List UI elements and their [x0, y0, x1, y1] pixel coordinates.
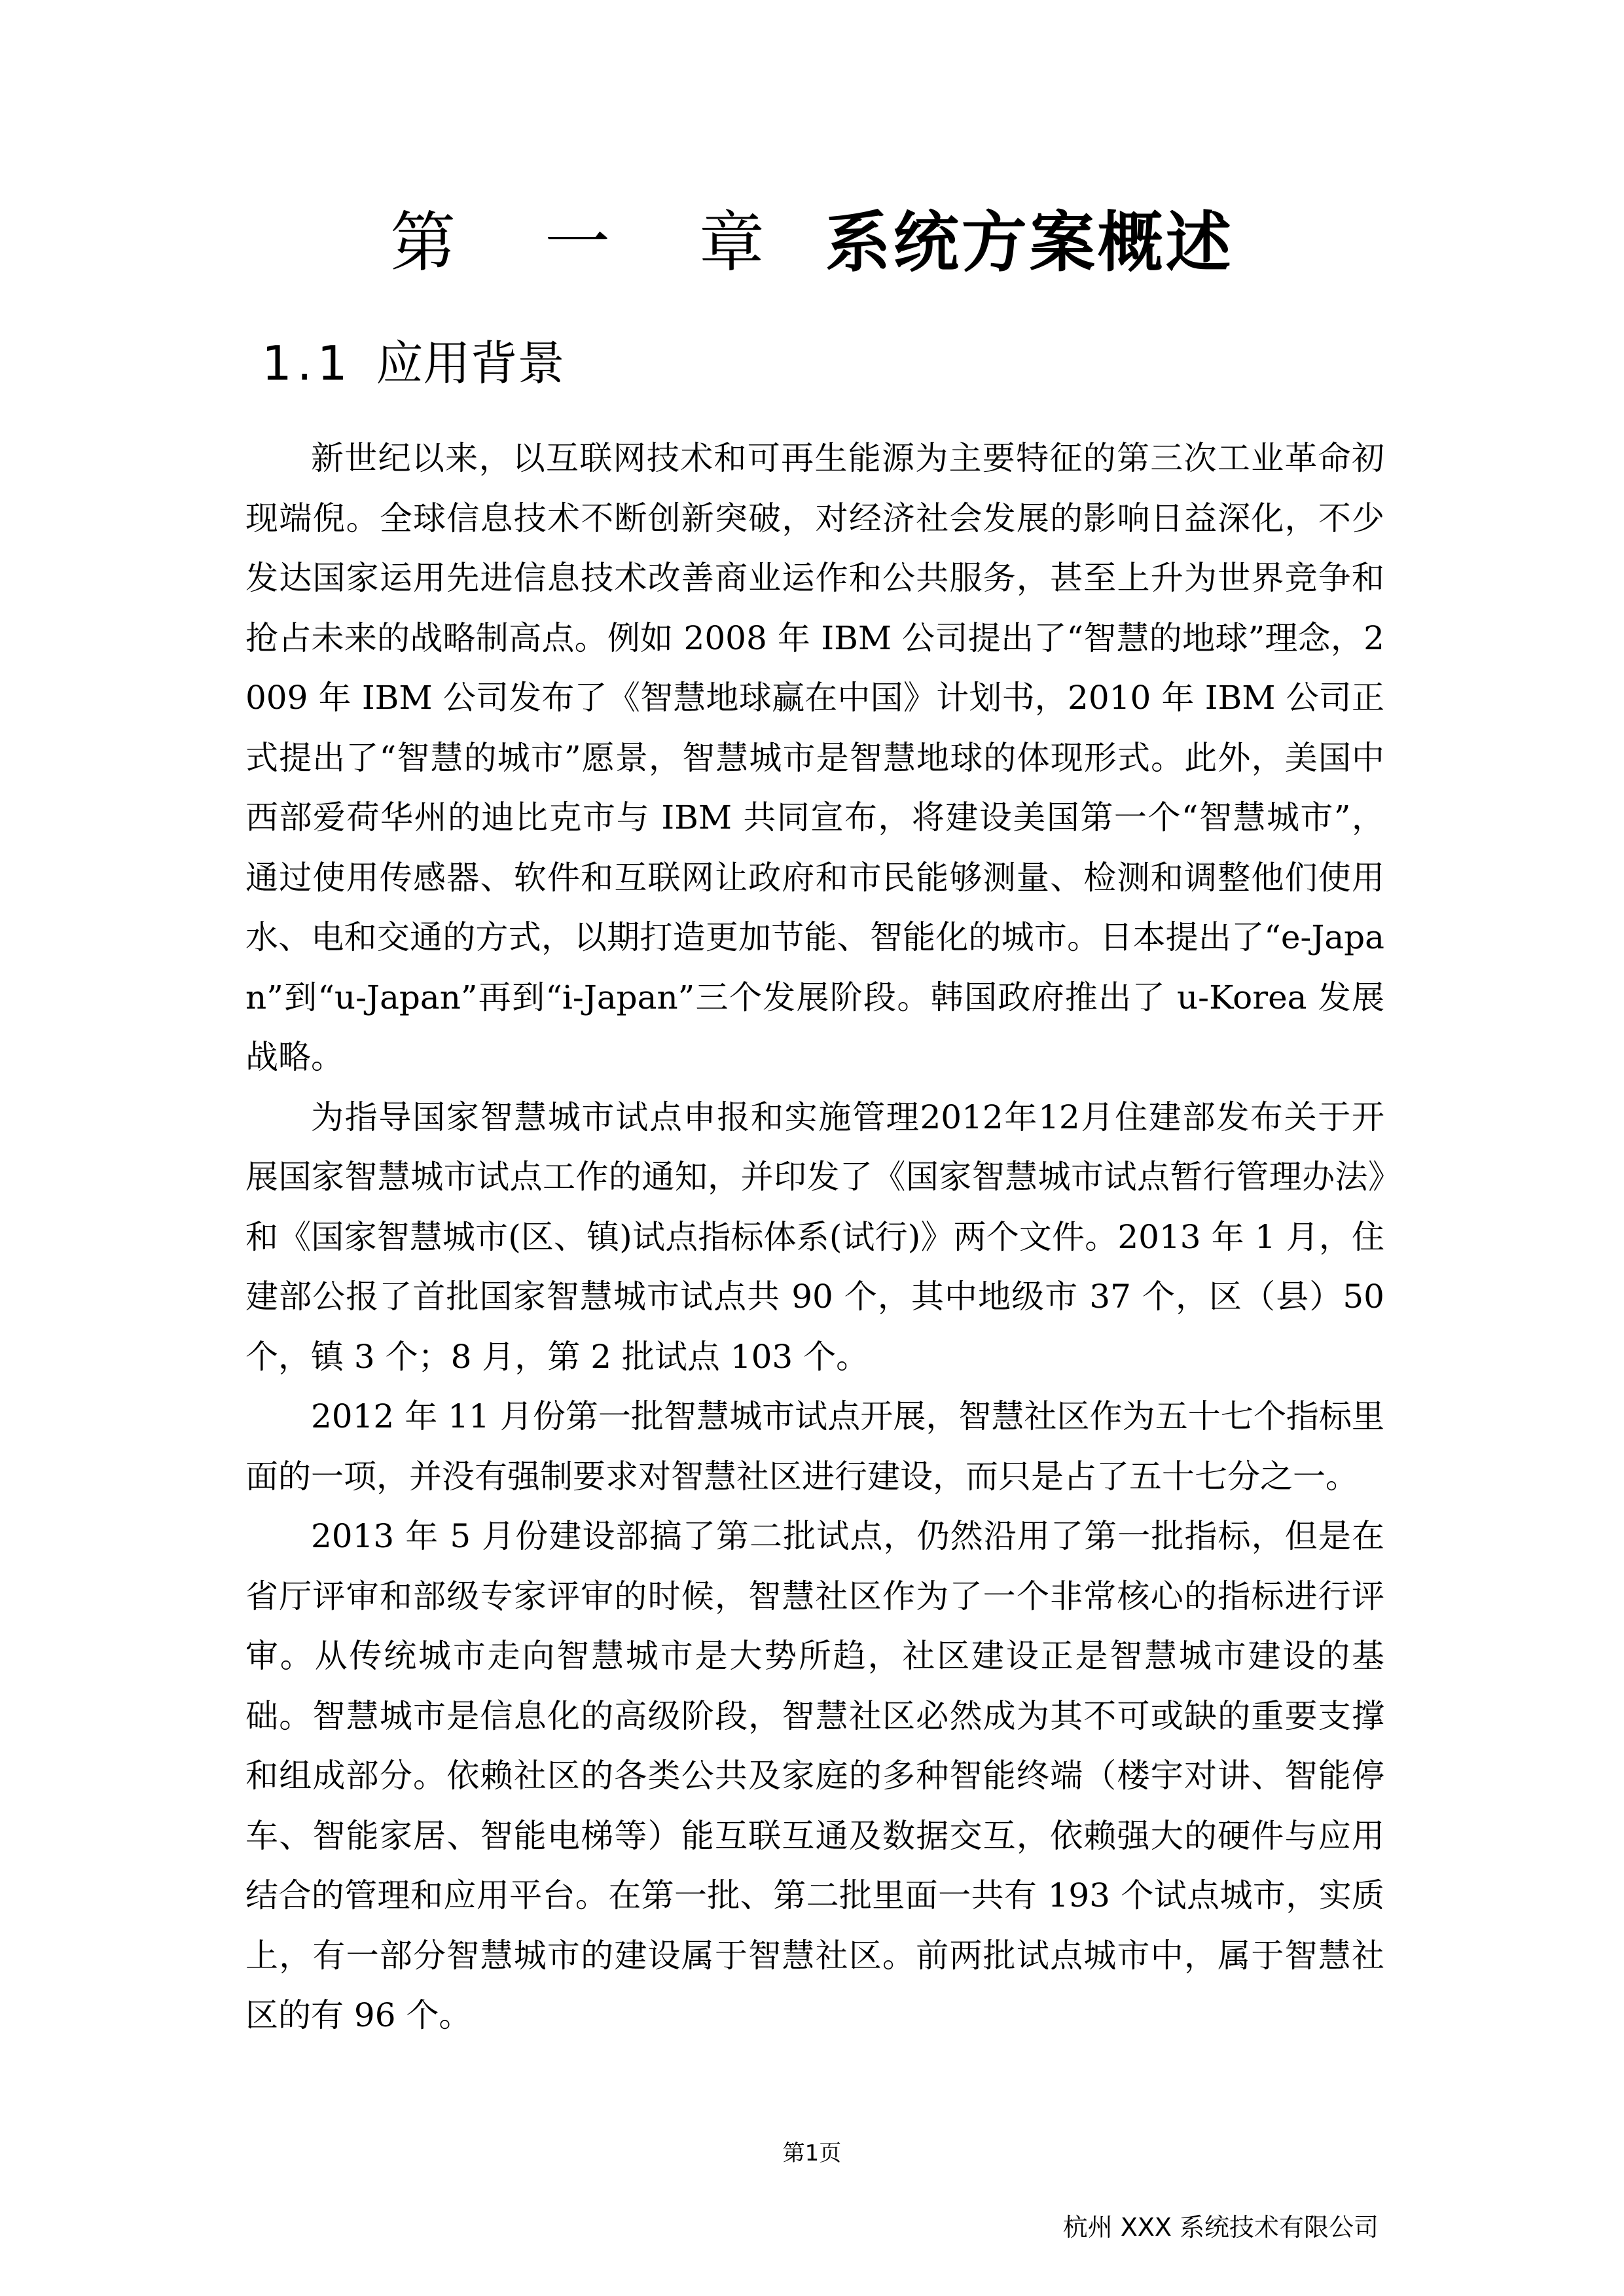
- section-number: 1.1: [262, 336, 353, 391]
- company-footer: 杭州 XXX 系统技术有限公司: [1062, 2213, 1379, 2242]
- paragraph: 为指导国家智慧城市试点申报和实施管理2012年12月住建部发布关于开展国家智慧城市试点工作的通知，并印发了《国家智慧城市试点暂行管理办法》和《国家智慧城市(区、镇)试点指标体系(试行)》两个文件。2013 年 1 月，住建部公报了首批国家智慧城市试点共 90 个，其中地级市 37 个，区（县）50 个，镇 3 个；8 月，第 2 批试点 103 个。: [245, 1098, 1384, 1376]
- section-heading: [262, 327, 565, 399]
- paragraph: 新世纪以来，以互联网技术和可再生能源为主要特征的第三次工业革命初现端倪。全球信息技术不断创新突破，对经济社会发展的影响日益深化，不少发达国家运用先进信息技术改善商业运作和公共服务，甚至上升为世界竞争和抢占未来的战略制高点。例如 2008 年 IBM 公司提出了“智慧的地球”理念，2009 年 IBM 公司发布了《智慧地球赢在中国》计划书，2010 年 IBM 公司正式提出了“智慧的城市”愿景，智慧城市是智慧地球的体现形式。此外，美国中西部爱荷华州的迪比克市与 IBM 共同宣布，将建设美国第一个“智慧城市”，通过使用传感器、软件和互联网让政府和市民能够测量、检测和调整他们使用水、电和交通的方式，以期打造更加节能、智能化的城市。日本提出了“e-Japan”到“u-Japan”再到“i-Japan”三个发展阶段。韩国政府推出了 u-Korea 发展战略。: [245, 439, 1384, 1076]
- chapter-number: 第 一 章: [390, 204, 799, 281]
- chapter-title: [0, 196, 1624, 289]
- paragraph: 2013 年 5 月份建设部搞了第二批试点，仍然沿用了第一批指标，但是在省厅评审和部级专家评审的时候，智慧社区作为了一个非常核心的指标进行评审。从传统城市走向智慧城市是大势所趋，社区建设正是智慧城市建设的基础。智慧城市是信息化的高级阶段，智慧社区必然成为其不可或缺的重要支撑和组成部分。依赖社区的各类公共及家庭的多种智能终端（楼宇对讲、智能停车、智能家居、智能电梯等）能互联互通及数据交互，依赖强大的硬件与应用结合的管理和应用平台。在第一批、第二批里面一共有 193 个试点城市，实质上，有一部分智慧城市的建设属于智慧社区。前两批试点城市中，属于智慧社区的有 96 个。: [245, 1517, 1384, 2034]
- body-text: [245, 429, 1384, 2046]
- page-number: 第1页: [782, 2140, 842, 2166]
- chapter-name: 系统方案概述: [825, 204, 1234, 281]
- section-name: 应用背景: [376, 336, 565, 391]
- paragraph: 2012 年 11 月份第一批智慧城市试点开展，智慧社区作为五十七个指标里面的一项，并没有强制要求对智慧社区进行建设，而只是占了五十七分之一。: [245, 1397, 1384, 1496]
